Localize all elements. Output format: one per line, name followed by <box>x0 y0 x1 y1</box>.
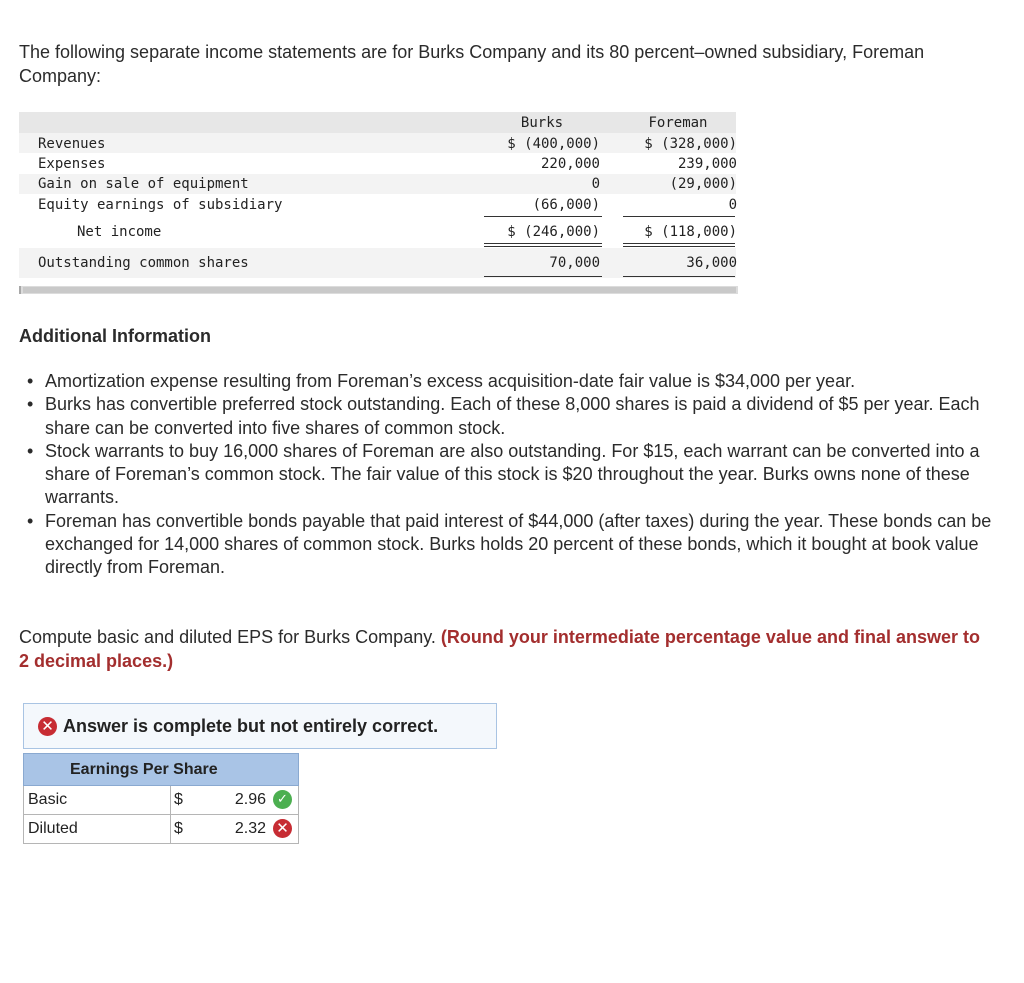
currency-symbol: $ <box>174 791 183 808</box>
shares-rule <box>623 276 735 277</box>
scrollbar-thumb[interactable] <box>23 287 736 293</box>
foreman-outstanding-shares: 36,000 <box>686 255 737 271</box>
list-item <box>19 370 994 393</box>
total-rule <box>623 243 735 244</box>
eps-diluted-label: Diluted <box>24 815 171 844</box>
foreman-gain: (29,000) <box>669 176 737 192</box>
table-row <box>24 786 299 815</box>
eps-basic-input[interactable] <box>171 786 299 815</box>
total-rule <box>484 243 602 244</box>
col-header-foreman: Foreman <box>648 115 708 131</box>
row-label-gain: Gain on sale of equipment <box>38 176 249 192</box>
total-rule <box>484 246 602 247</box>
question-text <box>19 625 994 673</box>
bullet-text: Burks has convertible preferred stock outstanding. Each of these 8,000 shares is paid a dividend of $5 per year. Each share can be converted into five shares of common stock. <box>45 394 980 438</box>
foreman-net-income: $ (118,000) <box>644 224 737 240</box>
subtotal-rule <box>623 216 735 217</box>
eps-diluted-input[interactable] <box>171 815 299 844</box>
foreman-revenues: $ (328,000) <box>644 136 737 152</box>
row-label-net-income: Net income <box>77 224 162 240</box>
col-header-burks: Burks <box>520 115 564 131</box>
burks-expenses: 220,000 <box>540 156 600 172</box>
burks-outstanding-shares: 70,000 <box>549 255 600 271</box>
bullet-icon: • <box>27 371 34 391</box>
eps-basic-label: Basic <box>24 786 171 815</box>
eps-answer-table <box>23 753 299 844</box>
row-label-equity-earnings: Equity earnings of subsidiary <box>38 197 283 213</box>
shares-rule <box>484 276 602 277</box>
list-item <box>19 510 994 580</box>
question-prompt: Compute basic and diluted EPS for Burks Company. <box>19 627 441 647</box>
check-icon: ✓ <box>273 790 292 809</box>
currency-symbol: $ <box>174 820 183 837</box>
row-label-expenses: Expenses <box>38 156 106 172</box>
list-item <box>19 440 994 510</box>
list-item <box>19 393 994 440</box>
income-statement-table <box>19 112 736 282</box>
eps-basic-value: 2.96 <box>234 791 266 808</box>
additional-info-list <box>19 370 994 580</box>
eps-table-header: Earnings Per Share <box>24 754 299 786</box>
bullet-text: Stock warrants to buy 16,000 shares of Foreman are also outstanding. For $15, each warrant can be converted into a share of Foreman’s common stock. The fair value of this stock is $20 throughout the year. Burks owns none of these warrants. <box>45 440 980 508</box>
burks-revenues: $ (400,000) <box>507 136 600 152</box>
bullet-icon: • <box>27 440 34 461</box>
bullet-text: Amortization expense resulting from Foreman’s excess acquisition-date fair value is $34,000 per year. <box>45 371 856 391</box>
horizontal-scrollbar[interactable] <box>19 286 738 294</box>
bullet-text: Foreman has convertible bonds payable that paid interest of $44,000 (after taxes) during the year. These bonds can be exchanged for 14,000 shares of common stock. Burks holds 20 percent of these bonds, which it bought at book value directly from Foreman. <box>45 510 992 578</box>
intro-text: The following separate income statements are for Burks Company and its 80 percent–owned subsidiary, Foreman Company: <box>19 42 925 86</box>
x-icon: ✕ <box>273 819 292 838</box>
foreman-expenses: 239,000 <box>677 156 737 172</box>
bullet-icon: • <box>27 510 34 531</box>
answer-status-text: Answer is complete but not entirely correct. <box>63 715 439 736</box>
burks-gain: 0 <box>591 176 600 192</box>
additional-info-heading: Additional Information <box>19 326 211 346</box>
row-label-outstanding-shares: Outstanding common shares <box>38 255 249 271</box>
foreman-equity-earnings: 0 <box>728 197 737 213</box>
row-label-revenues: Revenues <box>38 136 106 152</box>
subtotal-rule <box>484 216 602 217</box>
burks-net-income: $ (246,000) <box>507 224 600 240</box>
bullet-icon: • <box>27 394 34 415</box>
answer-status-banner <box>23 703 497 749</box>
x-icon: ✕ <box>38 717 57 736</box>
table-row <box>24 815 299 844</box>
burks-equity-earnings: (66,000) <box>532 197 600 213</box>
eps-diluted-value: 2.32 <box>234 820 266 837</box>
rounding-instruction: (Round your intermediate percentage value and final answer to 2 decimal places.) <box>19 627 980 671</box>
total-rule <box>623 246 735 247</box>
